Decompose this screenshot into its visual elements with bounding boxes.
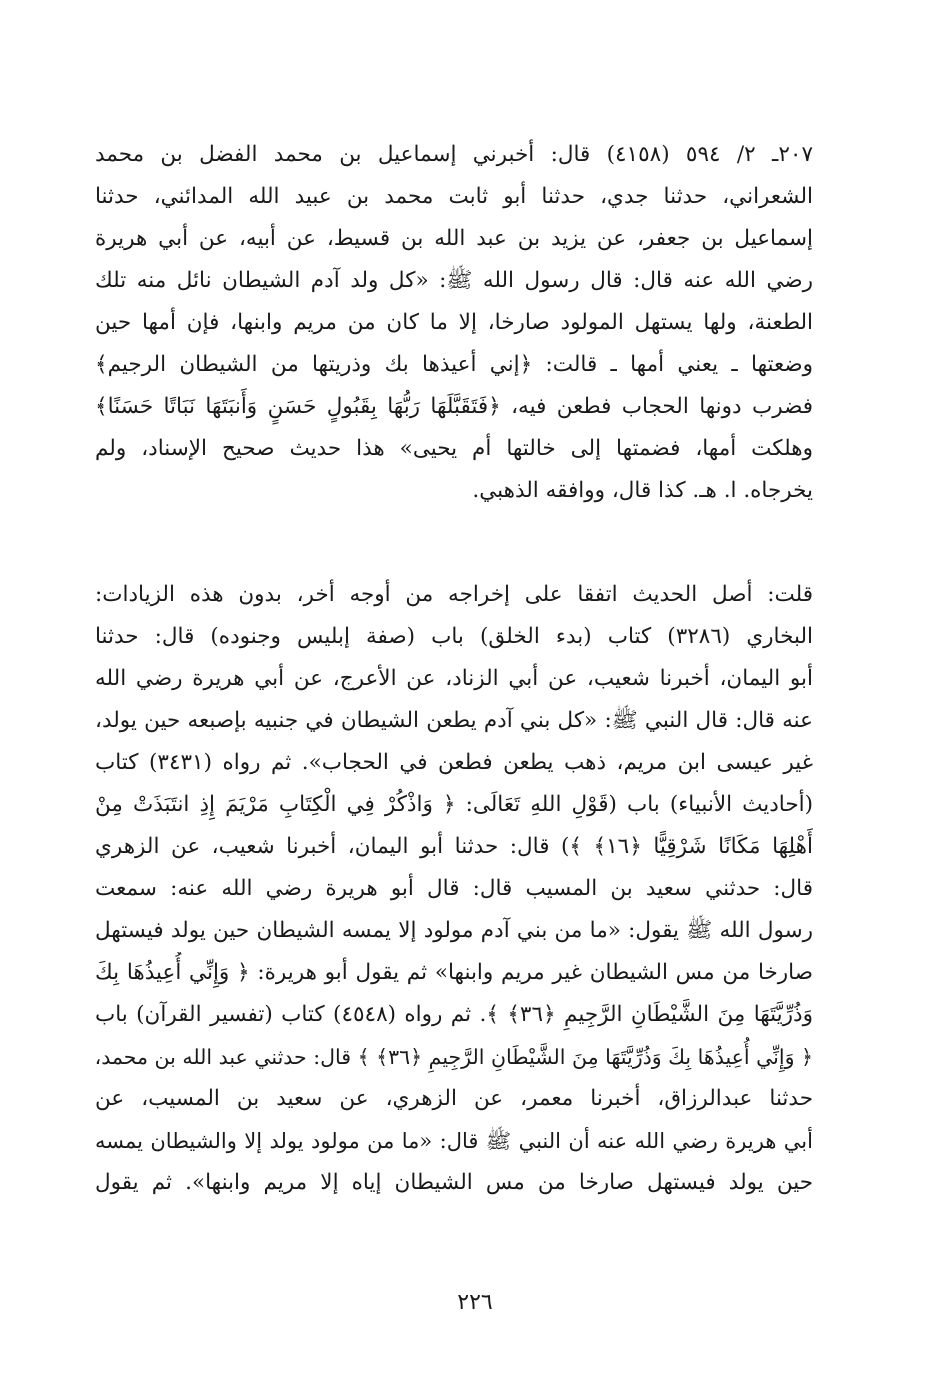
text-line: وضعتها ـ يعني أمها ـ قالت: ﴿إني أعيذها بك وذريتها من الشيطان الرجيم﴾ [95,352,813,377]
text-line: رضي الله عنه قال: قال رسول الله ﷺ: «كل ولد آدم الشيطان نائل منه تلك [95,268,813,293]
text-line: حين يولد فيستهل صارخا من مس الشيطان إياه إلا مريم وابنها». ثم يقول [95,1170,813,1195]
text-line: حدثنا عبدالرزاق، أخبرنا معمر، عن الزهري، عن سعيد بن المسيب، عن [95,1086,813,1111]
text-line: عنه قال: قال النبي ﷺ: «كل بني آدم يطعن الشيطان في جنبيه بإصبعه حين يولد، [95,708,813,733]
text-line: وَذُرِّيَّتَهَا مِنَ الشَّيْطَانِ الرَّجِيمِ ﴿٣٦﴾ ﴾. ثم رواه (٤٥٤٨) كتاب (تفسير القرآن) باب [95,1002,813,1027]
text-line: أَهْلِهَا مَكَانًا شَرْقِيًّا ﴿١٦﴾ ﴾) قال: حدثنا أبو اليمان، أخبرنا شعيب، عن الزهري [95,834,813,859]
text-line: صارخا من مس الشيطان غير مريم وابنها» ثم يقول أبو هريرة: ﴿ وَإِنِّي أُعِيذُهَا بِكَ [95,960,813,985]
text-line: الطعنة، ولها يستهل المولود صارخا، إلا ما كان من مريم وابنها، فإن أمها حين [95,310,813,335]
text-line: إسماعيل بن جعفر، عن يزيد بن عبد الله بن قسيط، عن أبيه، عن أبي هريرة [95,226,813,251]
text-line: (أحاديث الأنبياء) باب (قَوْلِ اللهِ تَعَالَى: ﴿ وَاذْكُرْ فِي الْكِتَابِ مَرْيَمَ إِذِ انتَبَذَتْ مِنْ [95,792,813,817]
text-line: وهلكت أمها، فضمتها إلى خالتها أم يحيى» هذا حديث صحيح الإسناد، ولم [95,436,813,461]
hadith-207-paragraph [95,134,813,512]
page-number: ٢٢٦ [457,1290,493,1315]
text-line: ٢٠٧ـ ٢/ ٥٩٤ (٤١٥٨) قال: أخبرني إسماعيل بن محمد الفضل بن محمد [95,142,813,167]
text-line: أبو اليمان، أخبرنا شعيب، عن أبي الزناد، عن الأعرج، عن أبي هريرة رضي الله [95,666,813,691]
text-line: غير عيسى ابن مريم، ذهب يطعن فطعن في الحجاب». ثم رواه (٣٤٣١) كتاب [95,750,813,775]
text-line: قلت: أصل الحديث اتفقا على إخراجه من أوجه أخر، بدون هذه الزيادات: [95,582,813,607]
commentary-paragraph [95,574,813,1204]
text-line: البخاري (٣٢٨٦) كتاب (بدء الخلق) باب (صفة إبليس وجنوده) قال: حدثنا [95,624,813,649]
text-line: قال: حدثني سعيد بن المسيب قال: قال أبو هريرة رضي الله عنه: سمعت [95,876,813,901]
text-line: يخرجاه. ا. هـ. كذا قال، ووافقه الذهبي. [472,478,813,503]
text-line: رسول الله ﷺ يقول: «ما من بني آدم مولود إلا يمسه الشيطان حين يولد فيستهل [95,918,813,943]
text-line: ﴿ وَإِنِّي أُعِيذُهَا بِكَ وَذُرِّيَّتَهَا مِنَ الشَّيْطَانِ الرَّجِيمِ ﴿٣٦﴾ ﴾ قال: حدثني عبد الله بن محمد، [95,1045,813,1069]
text-line: أبي هريرة رضي الله عنه أن النبي ﷺ قال: «ما من مولود يولد إلا والشيطان يمسه [95,1129,813,1153]
text-line: الشعراني، حدثنا جدي، حدثنا أبو ثابت محمد بن عبيد الله المدائني، حدثنا [95,184,813,209]
text-line: فضرب دونها الحجاب فطعن فيه، ﴿فَتَقَبَّلَهَا رَبُّهَا بِقَبُولٍ حَسَنٍ وَأَنبَتَهَا نَبَاتًا حَسَنًا﴾ [95,394,813,419]
